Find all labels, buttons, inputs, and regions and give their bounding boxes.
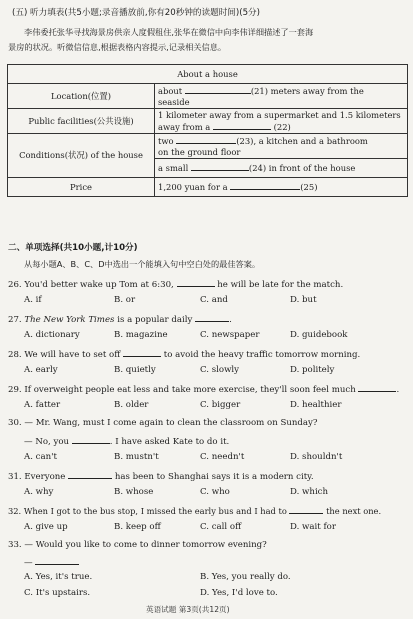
q33-option-b[interactable]: B. Yes, you really do. [200, 572, 291, 582]
q30-option-d[interactable]: D. shouldn't [290, 452, 343, 462]
q27-option-d[interactable]: D. guidebook [290, 330, 348, 340]
q32-option-c[interactable]: C. call off [200, 522, 242, 532]
q26-option-b[interactable]: B. or [114, 295, 136, 305]
answer-blank[interactable] [230, 181, 300, 190]
answer-blank[interactable] [68, 470, 112, 479]
q33-option-a[interactable]: A. Yes, it's true. [24, 572, 93, 582]
question-27: 27. The New York Times is a popular daily . [8, 315, 232, 325]
question-32: 32. When I got to the bus stop, I missed the early bus and I had to the next one. [8, 506, 382, 516]
conditions-text-2: a small (24) in front of the house [155, 159, 408, 178]
answer-blank[interactable] [177, 278, 215, 287]
facilities-label: Public facilities(公共设施) [8, 109, 155, 134]
q30-option-a[interactable]: A. can't [24, 452, 57, 462]
section5-intro-1: 李伟委托张华寻找海景房供亲人度假租住,张华在微信中向李伟详细描述了一套海 [24, 27, 314, 37]
q32-option-b[interactable]: B. keep off [114, 522, 161, 532]
answer-blank[interactable] [213, 121, 271, 130]
section5-header-text: (五) 听力填表(共5小题;录音播放前,你有20秒钟的读题时间)(5分) [12, 8, 261, 18]
question-30: 30. — Mr. Wang, must I come again to clean the classroom on Sunday? [8, 418, 318, 428]
answer-blank[interactable] [35, 556, 79, 565]
q27-option-c[interactable]: C. newspaper [200, 330, 260, 340]
q29-option-a[interactable]: A. fatter [24, 400, 61, 410]
price-text: 1,200 yuan for a (25) [155, 178, 408, 197]
conditions-text-1: two (23), a kitchen and a bathroom on the ground floor [155, 134, 408, 159]
q32-option-d[interactable]: D. wait for [290, 522, 336, 532]
q26-option-a[interactable]: A. if [24, 295, 42, 305]
answer-blank[interactable] [72, 435, 110, 444]
q28-option-a[interactable]: A. early [24, 365, 58, 375]
q32-option-a[interactable]: A. give up [24, 522, 68, 532]
q28-option-d[interactable]: D. politely [290, 365, 335, 375]
price-label: Price [8, 178, 155, 197]
section2-intro: 从每小题A、B、C、D中选出一个能填入句中空白处的最佳答案。 [24, 259, 261, 269]
q26-option-d[interactable]: D. but [290, 295, 317, 305]
conditions-label: Conditions(状况) of the house [8, 134, 155, 178]
q33-option-d[interactable]: D. Yes, I'd love to. [200, 588, 278, 598]
q27-option-a[interactable]: A. dictionary [24, 330, 80, 340]
question-28: 28. We will have to set off to avoid the heavy traffic tomorrow morning. [8, 350, 361, 360]
q31-option-b[interactable]: B. whose [114, 487, 154, 497]
q29-option-c[interactable]: C. bigger [200, 400, 241, 410]
facilities-text: 1 kilometer away from a supermarket and 1.5 kilometers away from a (22) [155, 109, 408, 134]
q33-option-c[interactable]: C. It's upstairs. [24, 588, 91, 598]
q27-option-b[interactable]: B. magazine [114, 330, 168, 340]
question-30-line2: — No, you . I have asked Kate to do it. [24, 437, 230, 447]
question-33-line2: — [24, 556, 79, 569]
question-26: 26. You'd better wake up Tom at 6:30, he will be late for the match. [8, 280, 344, 290]
answer-blank[interactable] [176, 135, 236, 144]
question-31: 31. Everyone has been to Shanghai says it is a modern city. [8, 472, 314, 482]
house-info-table [7, 64, 408, 197]
question-33: 33. — Would you like to come to dinner tomorrow evening? [8, 540, 267, 550]
question-29: 29. If overweight people eat less and take more exercise, they'll soon feel much . [8, 385, 400, 395]
answer-blank[interactable] [289, 505, 323, 514]
answer-blank[interactable] [123, 348, 161, 357]
q29-option-b[interactable]: B. older [114, 400, 149, 410]
answer-blank[interactable] [358, 383, 396, 392]
page-footer: 英语试题 第3页(共12页) [146, 605, 230, 614]
section5-intro-2: 景房的状况。听微信信息,根据表格内容提示,记录相关信息。 [8, 42, 227, 52]
q26-option-c[interactable]: C. and [200, 295, 228, 305]
q31-option-a[interactable]: A. why [24, 487, 54, 497]
q30-option-b[interactable]: B. mustn't [114, 452, 159, 462]
location-text: about (21) meters away from the seaside [155, 84, 408, 109]
answer-blank[interactable] [191, 162, 249, 171]
q31-option-c[interactable]: C. who [200, 487, 230, 497]
q28-option-c[interactable]: C. slowly [200, 365, 240, 375]
answer-blank[interactable] [185, 85, 251, 94]
section5-header [12, 8, 260, 19]
table-title: About a house [8, 65, 408, 84]
section2-header: 二、单项选择(共10小题,计10分) [8, 243, 138, 253]
q28-option-b[interactable]: B. quietly [114, 365, 156, 375]
q30-option-c[interactable]: C. needn't [200, 452, 245, 462]
q31-option-d[interactable]: D. which [290, 487, 329, 497]
location-label: Location(位置) [8, 84, 155, 109]
q29-option-d[interactable]: D. healthier [290, 400, 342, 410]
answer-blank[interactable] [195, 313, 229, 322]
